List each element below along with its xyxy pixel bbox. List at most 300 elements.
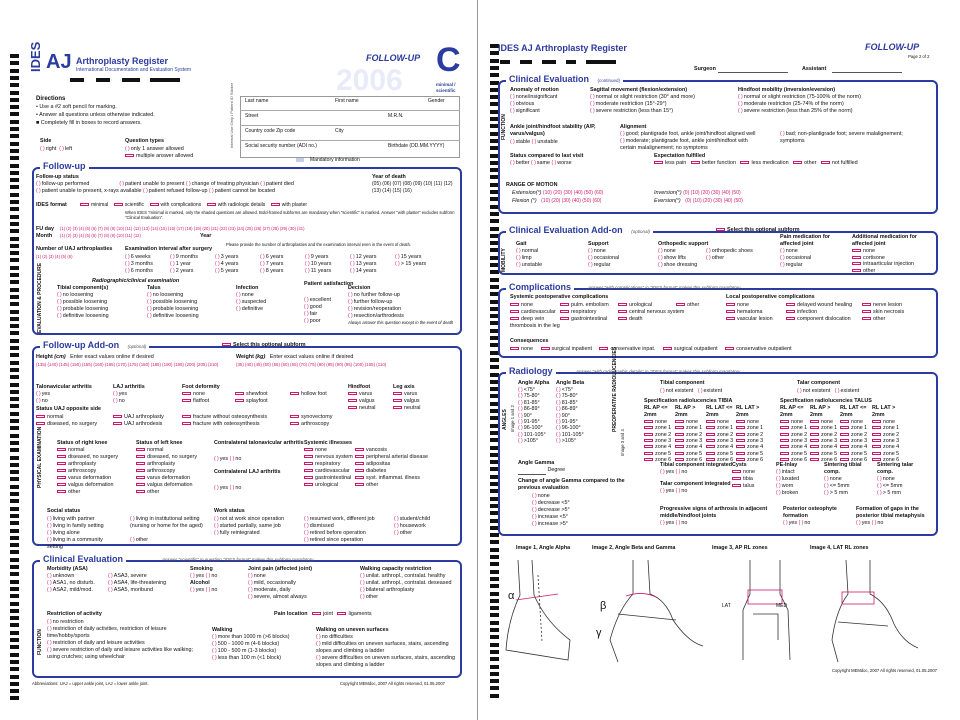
option-row[interactable] bbox=[113, 398, 125, 405]
option[interactable]: zone 3 bbox=[872, 438, 899, 444]
option[interactable]: ( )follow-up performed bbox=[36, 181, 90, 187]
option[interactable]: zone 4 bbox=[872, 444, 899, 450]
option-row[interactable] bbox=[360, 594, 378, 601]
systemic-compl-option[interactable] bbox=[510, 309, 556, 316]
option[interactable]: valgus bbox=[348, 398, 375, 404]
option[interactable]: none bbox=[706, 419, 729, 425]
systemic-option[interactable] bbox=[304, 482, 338, 489]
option[interactable]: none bbox=[726, 302, 749, 308]
option-row[interactable] bbox=[136, 461, 175, 468]
posterior-osteophyte-options[interactable] bbox=[783, 520, 810, 527]
option-row[interactable] bbox=[136, 482, 193, 489]
option-row[interactable] bbox=[57, 292, 93, 299]
option-row[interactable] bbox=[57, 454, 118, 461]
satisfaction-option[interactable] bbox=[304, 304, 322, 311]
option[interactable]: central nervous system bbox=[618, 309, 684, 315]
option-row[interactable] bbox=[236, 306, 263, 313]
option-row[interactable] bbox=[732, 469, 755, 476]
option-row[interactable] bbox=[590, 101, 667, 108]
option-row[interactable] bbox=[360, 587, 414, 594]
option[interactable]: zone 3 bbox=[780, 438, 807, 444]
option-row[interactable] bbox=[348, 306, 401, 313]
option[interactable]: intraarticular injection bbox=[852, 261, 914, 267]
option[interactable]: ( )yes bbox=[36, 391, 51, 397]
option[interactable]: ( )7 years bbox=[260, 261, 284, 267]
option[interactable]: zone 4 bbox=[706, 444, 733, 450]
option[interactable]: zone 2 bbox=[644, 432, 671, 438]
option[interactable]: ( )500 - 1000 m (4-6 blocks) bbox=[212, 641, 280, 647]
systemic-option[interactable] bbox=[304, 468, 350, 475]
option-row[interactable] bbox=[738, 108, 853, 115]
option-row[interactable] bbox=[136, 489, 159, 496]
option[interactable]: zone 4 bbox=[810, 444, 837, 450]
ortho-option[interactable] bbox=[658, 262, 697, 269]
option[interactable]: arthroplasty bbox=[136, 461, 175, 467]
option[interactable]: ( )decrease >5° bbox=[532, 507, 570, 513]
option-row[interactable] bbox=[212, 648, 276, 655]
option[interactable]: zone 1 bbox=[675, 425, 702, 431]
option[interactable]: ( )9 years bbox=[305, 254, 329, 260]
restriction-option[interactable] bbox=[47, 647, 207, 661]
option[interactable]: zone 2 bbox=[736, 432, 763, 438]
option[interactable]: delayed wound healing bbox=[786, 302, 852, 308]
option[interactable]: diabetes bbox=[355, 468, 386, 474]
option[interactable]: ( )revision/reoperation bbox=[348, 306, 402, 312]
year-death-options[interactable]: (05) (06) (07) (08) (09) (10) (11) (12) (13) (14) (15) (16) bbox=[372, 181, 453, 194]
option[interactable]: zone 6 bbox=[706, 457, 733, 463]
option[interactable]: ( )worse bbox=[551, 160, 572, 166]
option-row[interactable] bbox=[348, 292, 400, 299]
option[interactable]: with radiologic details bbox=[207, 202, 266, 208]
option[interactable]: ( )yes bbox=[660, 469, 675, 475]
option[interactable]: skin necrosis bbox=[862, 309, 904, 315]
option[interactable]: with plaster bbox=[271, 202, 307, 208]
option[interactable]: valgus bbox=[393, 398, 420, 404]
option[interactable]: ( )yes bbox=[660, 520, 675, 526]
interval-option[interactable] bbox=[395, 254, 421, 261]
option[interactable]: ( )significant bbox=[510, 108, 540, 114]
option-row[interactable] bbox=[57, 482, 114, 489]
option-row[interactable] bbox=[588, 248, 606, 255]
option[interactable]: ( )mild difficulties on uneven surfaces, stairs, ascending slopes and climbing a ladder bbox=[316, 641, 449, 654]
option[interactable]: ( )none bbox=[248, 573, 266, 579]
option[interactable]: ( )no bbox=[205, 587, 218, 593]
option[interactable]: ( )none/insignificant bbox=[510, 94, 558, 100]
option[interactable]: ( )13 years bbox=[350, 261, 377, 267]
option-row[interactable] bbox=[348, 299, 392, 306]
alignment-option[interactable] bbox=[620, 131, 756, 138]
morbidity-option[interactable] bbox=[47, 573, 74, 580]
addon-select[interactable]: Select this optional subform bbox=[222, 342, 305, 349]
option-row[interactable] bbox=[776, 469, 795, 476]
option[interactable]: component dislocation bbox=[786, 316, 851, 322]
option[interactable]: vascular lesion bbox=[726, 316, 773, 322]
option[interactable]: ( )patient died bbox=[260, 181, 294, 187]
option[interactable]: ( )no bbox=[36, 398, 48, 404]
option-row[interactable] bbox=[57, 461, 96, 468]
option[interactable]: ( )orthopedic shoes bbox=[706, 248, 753, 254]
option[interactable]: ( )yes bbox=[856, 520, 871, 526]
option[interactable]: infection bbox=[786, 309, 817, 315]
height-options[interactable]: (135) (140) (145) (150) (155) (160) (165) (170) (175) (180) (185) (190) (195) (200) (205) (210) bbox=[36, 362, 219, 367]
option[interactable]: none bbox=[780, 419, 803, 425]
systemic-option[interactable] bbox=[355, 454, 428, 461]
fu-day-grid[interactable]: (1) (2) (3) (4) (5) (6) (7) (8) (9) (10) (11) (12) (13) (14) (15) (16) (17) (18) (19) (20) (21) (22) (23) (24) (25) (26) (27) (28) (29) (30) (31) bbox=[60, 226, 306, 231]
foot-option[interactable] bbox=[182, 391, 205, 398]
uaj-opp-option[interactable] bbox=[290, 414, 332, 421]
option[interactable]: ( )normal or slight restriction (75-100% of the norm) bbox=[738, 94, 861, 100]
sintering-tibial-option[interactable] bbox=[824, 476, 842, 483]
option[interactable]: ( )no bbox=[675, 520, 688, 526]
option[interactable]: ( )unilat. arthropl., contralat. deseased bbox=[360, 580, 452, 586]
option[interactable]: ( )patient cannot be located bbox=[209, 188, 275, 194]
interval-option[interactable] bbox=[260, 268, 283, 275]
option[interactable]: ( )fair bbox=[304, 311, 318, 317]
option[interactable]: ( )patient unable to present, x-rays available bbox=[36, 188, 142, 194]
work-option[interactable] bbox=[394, 530, 412, 537]
option[interactable]: ( )8 years bbox=[260, 268, 284, 274]
option[interactable]: diseased, no surgery bbox=[36, 421, 97, 427]
option[interactable]: ( )yes bbox=[660, 488, 675, 494]
option[interactable]: ( )other bbox=[360, 594, 379, 600]
contra2-options[interactable] bbox=[214, 485, 241, 492]
option[interactable]: with complications bbox=[150, 202, 202, 208]
work-option[interactable] bbox=[304, 537, 363, 544]
option[interactable]: ( )good; plantigrade foot, ankle joint/hindfoot aligned well bbox=[620, 131, 756, 137]
option[interactable]: ( )bad; non-plantigrade foot; severe malalignement; symptoms bbox=[780, 131, 903, 144]
gamma-change-option[interactable] bbox=[532, 493, 550, 500]
ides-format-options[interactable] bbox=[80, 202, 307, 209]
option[interactable]: ( )better bbox=[510, 160, 530, 166]
option[interactable]: ( )no loosening bbox=[57, 292, 94, 298]
interval-option[interactable] bbox=[170, 268, 193, 275]
option-row[interactable] bbox=[590, 108, 673, 115]
option[interactable]: ( )living in family setting bbox=[47, 523, 104, 529]
option[interactable]: ( )increase <5° bbox=[532, 514, 568, 520]
option[interactable]: cortisone bbox=[852, 255, 885, 261]
option-row[interactable] bbox=[147, 299, 197, 306]
option[interactable]: ( )14 years bbox=[350, 268, 377, 274]
option[interactable]: ( )>105° bbox=[518, 438, 539, 445]
interval-option[interactable] bbox=[305, 268, 331, 275]
option[interactable]: pulm. embolism bbox=[560, 302, 609, 308]
interval-option[interactable] bbox=[305, 254, 328, 261]
systemic-compl-option[interactable] bbox=[560, 316, 607, 323]
interval-option[interactable] bbox=[215, 254, 238, 261]
option[interactable]: ( )unknown bbox=[47, 573, 75, 579]
option[interactable]: ( )mild, occasionally bbox=[248, 580, 296, 586]
option-row[interactable] bbox=[393, 398, 420, 405]
rom-extension[interactable]: Extension(°) (10) (20) (30) (40) (50) (60) bbox=[512, 190, 604, 196]
uaj-opp-option[interactable] bbox=[113, 414, 164, 421]
option[interactable]: none bbox=[182, 391, 205, 397]
local-compl-option[interactable] bbox=[726, 316, 773, 323]
option[interactable]: better function bbox=[691, 160, 736, 166]
option-row[interactable] bbox=[393, 391, 417, 398]
talar-integrated-options[interactable] bbox=[660, 488, 687, 495]
option[interactable]: ( )75-80° bbox=[556, 393, 578, 400]
option[interactable]: ( )none bbox=[877, 476, 895, 482]
option[interactable]: ( )yes bbox=[214, 485, 229, 491]
morbidity-option[interactable] bbox=[108, 580, 166, 587]
uaj-opp-option[interactable] bbox=[182, 421, 260, 428]
option[interactable]: ( )definitive loosening bbox=[57, 313, 109, 319]
social-option[interactable] bbox=[47, 516, 95, 523]
alignment-option[interactable] bbox=[620, 138, 765, 152]
option[interactable]: zone 2 bbox=[872, 432, 899, 438]
option-row[interactable] bbox=[36, 391, 50, 398]
option[interactable]: gastrointestinal bbox=[560, 316, 607, 322]
option[interactable]: ( )probable loosening bbox=[147, 306, 199, 312]
option[interactable]: nervous system bbox=[304, 454, 353, 460]
option[interactable]: zone 1 bbox=[644, 425, 671, 431]
foot-option[interactable] bbox=[182, 398, 209, 405]
option[interactable]: normal bbox=[136, 447, 163, 453]
option-row[interactable] bbox=[360, 573, 445, 580]
weight-options[interactable]: (35) (40) (45) (50) (55) (60) (65) (70) (75) (80) (85) (90) (95) (100) (105) (110) bbox=[236, 362, 387, 367]
num-uaj-options[interactable]: (1) (2) (3) (4) (5) (6) bbox=[36, 254, 73, 259]
systemic-compl-option[interactable] bbox=[618, 316, 643, 323]
option[interactable]: ( )regular bbox=[780, 262, 803, 268]
systemic-option[interactable] bbox=[355, 468, 386, 475]
option[interactable]: ( )6 months bbox=[125, 268, 153, 274]
option[interactable]: ( )ASA4, life-threatening bbox=[108, 580, 167, 586]
systemic-option[interactable] bbox=[355, 461, 390, 468]
option[interactable]: zone 6 bbox=[780, 457, 807, 463]
option[interactable]: ( )living in a community setting bbox=[47, 537, 103, 550]
social-option[interactable] bbox=[47, 523, 104, 530]
option[interactable]: neutral bbox=[393, 405, 420, 411]
option[interactable]: ( )severe, almost always bbox=[248, 594, 307, 600]
progressive-signs-options[interactable] bbox=[660, 520, 687, 527]
option[interactable]: ( )ASA1, no disturb. bbox=[47, 580, 95, 586]
option-row[interactable] bbox=[510, 108, 540, 115]
option[interactable]: zone 2 bbox=[780, 432, 807, 438]
morbidity-option[interactable] bbox=[108, 587, 153, 594]
option[interactable]: ( )moderate restriction (25-74% of the norm) bbox=[738, 101, 844, 107]
interval-option[interactable] bbox=[395, 261, 426, 268]
option[interactable]: ( )shoe dressing bbox=[658, 262, 698, 268]
option-row[interactable] bbox=[348, 391, 372, 398]
option-row[interactable] bbox=[348, 313, 404, 320]
option[interactable]: ( )81-85° bbox=[556, 399, 578, 406]
option[interactable]: arthroscopy bbox=[136, 468, 175, 474]
option[interactable]: zone 6 bbox=[810, 457, 837, 463]
option[interactable]: ( )none bbox=[236, 292, 254, 298]
fu-status-row-1[interactable] bbox=[36, 181, 294, 188]
morbidity-option[interactable] bbox=[47, 580, 95, 587]
work-option[interactable] bbox=[304, 530, 366, 537]
option-row[interactable] bbox=[57, 489, 80, 496]
systemic-compl-option[interactable] bbox=[560, 309, 596, 316]
option[interactable]: nerve lesion bbox=[862, 302, 902, 308]
option[interactable]: ( )none bbox=[658, 248, 676, 254]
option[interactable]: ( )suspected bbox=[236, 299, 267, 305]
option[interactable]: zone 2 bbox=[810, 432, 837, 438]
option-row[interactable] bbox=[57, 468, 96, 475]
social-option[interactable] bbox=[47, 530, 80, 537]
satisfaction-option[interactable] bbox=[304, 318, 321, 325]
option[interactable]: arthroscopy bbox=[57, 468, 96, 474]
option[interactable]: zone 4 bbox=[736, 444, 763, 450]
uaj-opp-option[interactable] bbox=[290, 421, 329, 428]
option[interactable]: zone 1 bbox=[872, 425, 899, 431]
uneven-option[interactable] bbox=[316, 641, 456, 655]
tibial-integrated-options[interactable] bbox=[660, 469, 687, 476]
option[interactable]: ( )none bbox=[588, 248, 606, 254]
option[interactable]: zone 3 bbox=[675, 438, 702, 444]
option[interactable]: ( )<75° bbox=[518, 387, 536, 393]
option[interactable]: ( )student/child bbox=[394, 516, 431, 522]
social-option[interactable] bbox=[130, 516, 206, 530]
uaj-opp-option[interactable] bbox=[182, 414, 267, 421]
option[interactable]: none bbox=[852, 248, 875, 254]
option[interactable]: ( )normal or slight restriction (30° and more) bbox=[590, 94, 695, 100]
option[interactable]: respiratory bbox=[304, 461, 340, 467]
option[interactable]: ( )patient refused follow-up bbox=[143, 188, 208, 194]
local-compl-option[interactable] bbox=[786, 309, 817, 316]
option[interactable]: ( )good bbox=[304, 304, 322, 310]
option-row[interactable] bbox=[36, 398, 48, 405]
option[interactable]: zone 6 bbox=[644, 457, 671, 463]
option[interactable]: ( )bilateral arthroplasty bbox=[360, 587, 415, 593]
option-row[interactable] bbox=[776, 476, 799, 483]
option[interactable]: less pain bbox=[654, 160, 686, 166]
work-option[interactable] bbox=[304, 516, 375, 523]
interval-option[interactable] bbox=[260, 261, 283, 268]
option[interactable]: syst. inflammat. illness bbox=[355, 475, 420, 481]
restriction-option[interactable] bbox=[47, 640, 207, 647]
option[interactable]: zone 4 bbox=[840, 444, 867, 450]
systemic-compl-option[interactable] bbox=[510, 316, 562, 330]
option[interactable]: zone 5 bbox=[872, 451, 899, 457]
option[interactable]: other bbox=[676, 302, 699, 308]
interval-option[interactable] bbox=[125, 268, 153, 275]
option-row[interactable] bbox=[510, 94, 557, 101]
option-row[interactable] bbox=[212, 634, 290, 641]
option[interactable]: ( )more than 1000 m (>6 blocks) bbox=[212, 634, 290, 640]
option[interactable]: normal bbox=[36, 414, 63, 420]
option[interactable]: ( )yes bbox=[190, 587, 205, 593]
uaj-opp-option[interactable] bbox=[113, 421, 162, 428]
option[interactable]: ( )<= 5mm bbox=[824, 483, 850, 489]
option[interactable]: adipositas bbox=[355, 461, 390, 467]
option[interactable]: zone 1 bbox=[780, 425, 807, 431]
option[interactable]: conservative inpat. bbox=[599, 346, 655, 352]
option[interactable]: ( )other bbox=[706, 255, 725, 261]
option[interactable]: ( )90° bbox=[518, 412, 532, 419]
interval-option[interactable] bbox=[170, 261, 191, 268]
systemic-option[interactable] bbox=[304, 454, 353, 461]
option[interactable]: ( )moderate, daily bbox=[248, 587, 291, 593]
option[interactable]: surgical outpatient bbox=[663, 346, 718, 352]
option[interactable]: ( )definitive bbox=[236, 306, 264, 312]
ortho-option[interactable] bbox=[706, 248, 753, 255]
option-row[interactable] bbox=[393, 405, 420, 412]
option-row[interactable] bbox=[348, 405, 375, 412]
systemic-compl-option[interactable] bbox=[618, 309, 684, 316]
option[interactable]: ( )moderate restriction (15°-29°) bbox=[590, 101, 667, 107]
option[interactable]: ( )unstable bbox=[531, 139, 558, 145]
option[interactable]: valgus deformation bbox=[57, 482, 114, 488]
local-compl-option[interactable] bbox=[786, 316, 851, 323]
option[interactable]: ( )retired before operation bbox=[304, 530, 366, 536]
option[interactable]: ( )unilat. arthropl., contralat. healthy bbox=[360, 573, 446, 579]
side-options[interactable]: ( )right ( )left bbox=[40, 146, 73, 152]
uaj-opp-option[interactable] bbox=[36, 421, 97, 428]
option-row[interactable] bbox=[57, 313, 109, 320]
option[interactable]: ( )75-80° bbox=[518, 393, 540, 400]
option[interactable]: ( )> 15 years bbox=[395, 261, 427, 267]
option-row[interactable] bbox=[516, 262, 542, 269]
option[interactable]: ( )101-105° bbox=[556, 431, 584, 438]
option[interactable]: normal bbox=[57, 447, 84, 453]
gaps-options[interactable] bbox=[856, 520, 883, 527]
work-option[interactable] bbox=[214, 523, 281, 530]
smoking-options[interactable] bbox=[190, 573, 217, 580]
pain-med-option[interactable] bbox=[780, 262, 803, 269]
option[interactable]: less medication bbox=[740, 160, 788, 166]
expectation-options[interactable] bbox=[654, 160, 858, 167]
option[interactable]: ( )none bbox=[780, 248, 798, 254]
systemic-compl-option[interactable] bbox=[560, 302, 609, 309]
option-row[interactable] bbox=[732, 476, 753, 483]
option[interactable]: ( )fully reintegrated bbox=[214, 530, 260, 536]
work-option[interactable] bbox=[394, 516, 430, 523]
option[interactable]: ( )> 5 mm bbox=[877, 490, 901, 496]
option-row[interactable] bbox=[590, 94, 695, 101]
option[interactable]: ( )other bbox=[394, 530, 413, 536]
option-row[interactable] bbox=[212, 655, 281, 662]
option[interactable]: ( )100 - 500 m (1-3 blocks) bbox=[212, 648, 277, 654]
option[interactable]: ( )change of treating physician bbox=[185, 181, 259, 187]
option[interactable]: fracture without osteosynthesis bbox=[182, 414, 267, 420]
option[interactable]: scientific bbox=[114, 202, 144, 208]
option[interactable]: ( )existent bbox=[697, 388, 723, 394]
option[interactable]: ( )possible loosening bbox=[57, 299, 108, 305]
option[interactable]: zone 3 bbox=[644, 438, 671, 444]
comparison-options[interactable] bbox=[510, 160, 572, 167]
option[interactable]: ( )same bbox=[531, 160, 550, 166]
option[interactable]: ( )increase >5° bbox=[532, 521, 568, 527]
gamma-change-option[interactable] bbox=[532, 507, 570, 514]
option[interactable]: varus bbox=[348, 391, 372, 397]
option[interactable]: surgical inpatient bbox=[541, 346, 592, 352]
option[interactable]: ( )severe restriction of daily and leisure activities like walking; using crutches; using wheelchair bbox=[47, 647, 193, 660]
consequences-options[interactable] bbox=[510, 346, 792, 353]
pain-location[interactable]: Pain location joint ligaments bbox=[274, 611, 372, 617]
option[interactable]: other bbox=[136, 489, 159, 495]
systemic-compl-option[interactable] bbox=[510, 302, 533, 309]
option-row[interactable] bbox=[516, 255, 532, 262]
option[interactable]: ligaments bbox=[337, 611, 371, 617]
option[interactable]: ( )severe restriction (less than 25% of the norm) bbox=[738, 108, 853, 114]
option[interactable]: ( )81-85° bbox=[518, 399, 540, 406]
option-row[interactable] bbox=[556, 438, 601, 445]
option[interactable]: neutral bbox=[348, 405, 375, 411]
option[interactable]: not fulfilled bbox=[821, 160, 858, 166]
social-option[interactable] bbox=[47, 537, 107, 551]
option-row[interactable] bbox=[516, 248, 538, 255]
sintering-tibial-option[interactable] bbox=[824, 483, 850, 490]
option[interactable]: ( )no further follow-up bbox=[348, 292, 400, 298]
option[interactable]: ( )no difficulties bbox=[316, 634, 353, 640]
option[interactable]: zone 4 bbox=[780, 444, 807, 450]
option[interactable]: none bbox=[510, 346, 533, 352]
option[interactable]: zone 5 bbox=[706, 451, 733, 457]
option[interactable]: ( )101-105° bbox=[518, 431, 546, 438]
option[interactable]: synovectomy bbox=[290, 414, 332, 420]
